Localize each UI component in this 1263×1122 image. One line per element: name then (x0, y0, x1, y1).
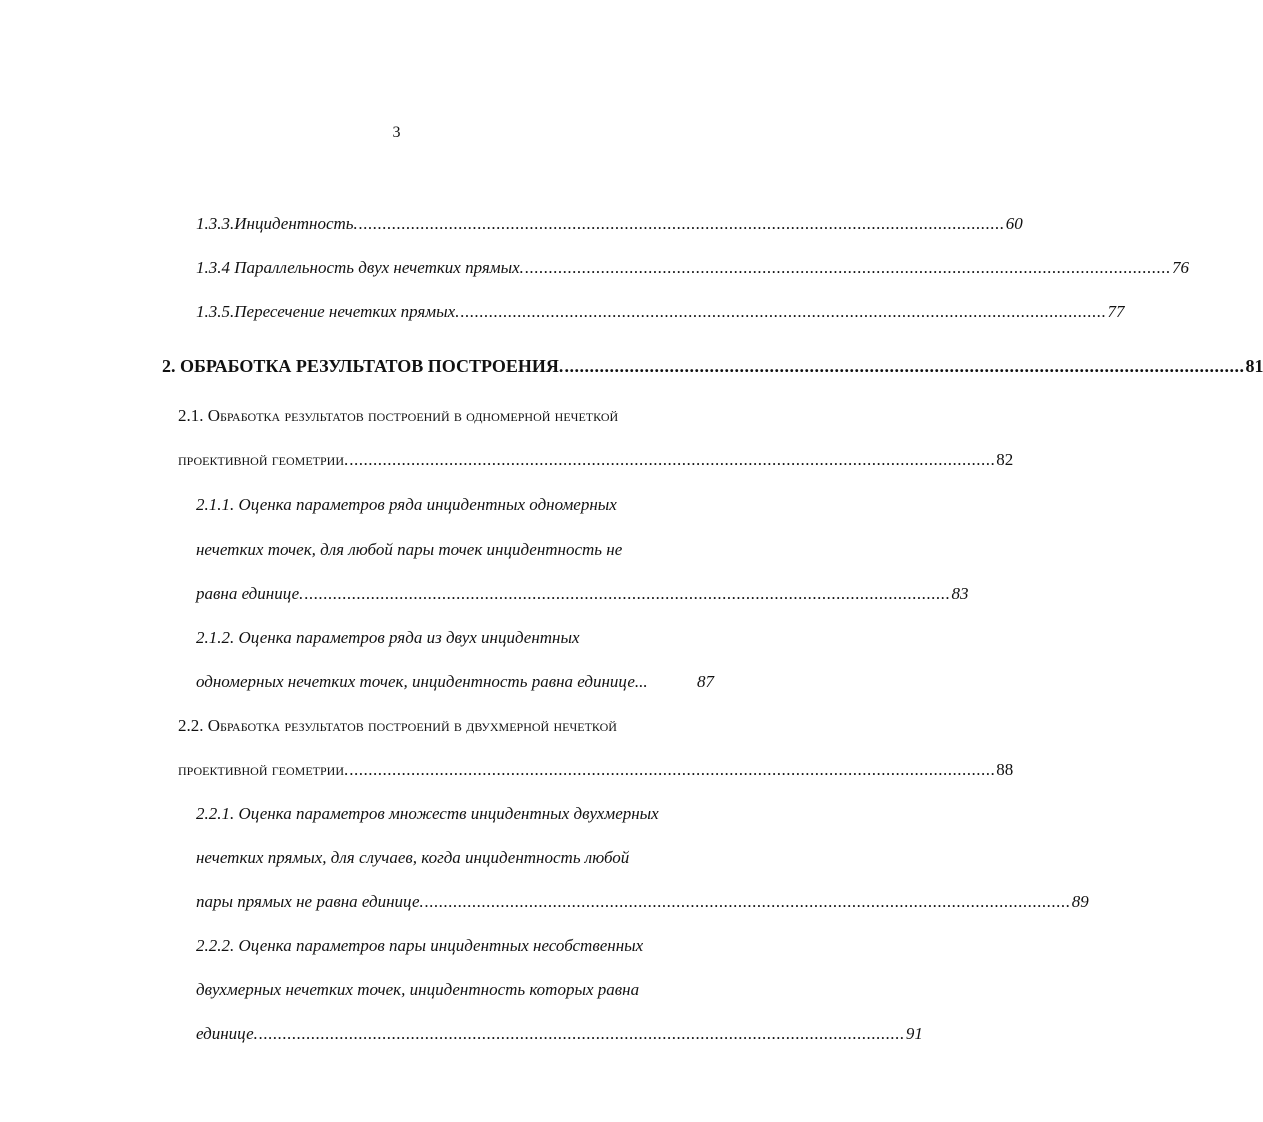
toc-entry-page: 76 (1171, 258, 1189, 277)
toc-entry-title: 2.2.2. Оценка параметров пары инцидентных несобственных (196, 936, 644, 955)
toc-entry-2-1-1 (196, 582, 969, 606)
toc-entry-2-2-line1 (178, 714, 714, 738)
toc-entry-2-1-line1 (178, 404, 714, 428)
toc-chapter-page: 81 (1245, 356, 1263, 376)
toc-entry-title: нечетких точек, для любой пары точек инцидентность не (196, 540, 623, 559)
toc-entry-2-2 (178, 758, 1014, 782)
toc-entry-title: проективной геометрии. (178, 450, 349, 469)
toc-leader-dots: ........................................................................................................................................ (304, 584, 951, 603)
toc-entry-2-2-2-line2 (196, 978, 714, 1002)
toc-entry-1-3-5 (196, 300, 1125, 324)
toc-leader-dots: ........................................................................................................................................ (349, 450, 996, 469)
toc-leader-dots: ........................................................................................................................................ (358, 214, 1005, 233)
toc-entry-title: нечетких прямых, для случаев, когда инцидентность любой (196, 848, 630, 867)
toc-entry-2-1-1-line2 (196, 538, 714, 562)
toc-chapter-2 (162, 354, 1263, 378)
toc-entry-title: одномерных нечетких точек, инцидентность равна единице... (196, 672, 648, 691)
toc-entry-1-3-3 (196, 212, 1023, 236)
toc-leader-dots: ........................................................................................................................................ (258, 1024, 905, 1043)
toc-entry-2-2-2 (196, 1022, 923, 1046)
toc-entry-2-2-1-line1 (196, 802, 714, 826)
toc-entry-title: пары прямых не равна единице. (196, 892, 424, 911)
toc-entry-2-2-2-line1 (196, 934, 714, 958)
toc-entry-2-1 (178, 448, 1014, 472)
toc-entry-title: 1.3.4 Параллельность двух нечетких прямых. (196, 258, 524, 277)
page-number: 3 (392, 124, 401, 141)
toc-entry-2-1-1-line1 (196, 493, 714, 517)
toc-entry-2-2-1 (196, 890, 1089, 914)
toc-chapter-title: 2. ОБРАБОТКА РЕЗУЛЬТАТОВ ПОСТРОЕНИЯ. (162, 356, 564, 376)
toc-entry-2-2-1-line2 (196, 846, 714, 870)
toc-entry-title: равна единице. (196, 584, 304, 603)
toc-entry-1-3-4 (196, 256, 1189, 280)
toc-leader-dots: ........................................................................................................................................ (524, 258, 1171, 277)
toc-entry-title: 2.2. Обработка результатов построений в двухмерной нечеткой (178, 716, 617, 735)
toc-entry-page: 91 (905, 1024, 923, 1043)
toc-entry-title: двухмерных нечетких точек, инцидентность которых равна (196, 980, 640, 999)
toc-entry-page: 88 (996, 760, 1014, 779)
toc-leader-dots: ........................................................................................................................................ (564, 356, 1245, 376)
toc-entry-page: 89 (1071, 892, 1089, 911)
toc-entry-2-1-2 (196, 670, 714, 694)
toc-entry-page: 60 (1005, 214, 1023, 233)
toc-entry-title: 2.1.1. Оценка параметров ряда инцидентных одномерных (196, 495, 617, 514)
toc-entry-title: 1.3.5.Пересечение нечетких прямых. (196, 302, 460, 321)
toc-entry-page: 83 (951, 584, 969, 603)
toc-entry-title: 1.3.3.Инцидентность. (196, 214, 358, 233)
toc-entry-title: 2.1. Обработка результатов построений в одномерной нечеткой (178, 406, 619, 425)
toc-entry-2-1-2-line1 (196, 626, 714, 650)
toc-entry-page: 77 (1107, 302, 1125, 321)
toc-entry-title: единице. (196, 1024, 258, 1043)
toc-entry-title: 2.1.2. Оценка параметров ряда из двух инцидентных (196, 628, 580, 647)
toc-entry-page: 87 (697, 672, 714, 691)
toc-leader-dots: ........................................................................................................................................ (349, 760, 996, 779)
toc-entry-title: проективной геометрии. (178, 760, 349, 779)
toc-leader-dots: ........................................................................................................................................ (460, 302, 1107, 321)
toc-entry-page: 82 (996, 450, 1014, 469)
toc-entry-title: 2.2.1. Оценка параметров множеств инцидентных двухмерных (196, 804, 659, 823)
toc-leader-dots: ........................................................................................................................................ (424, 892, 1071, 911)
